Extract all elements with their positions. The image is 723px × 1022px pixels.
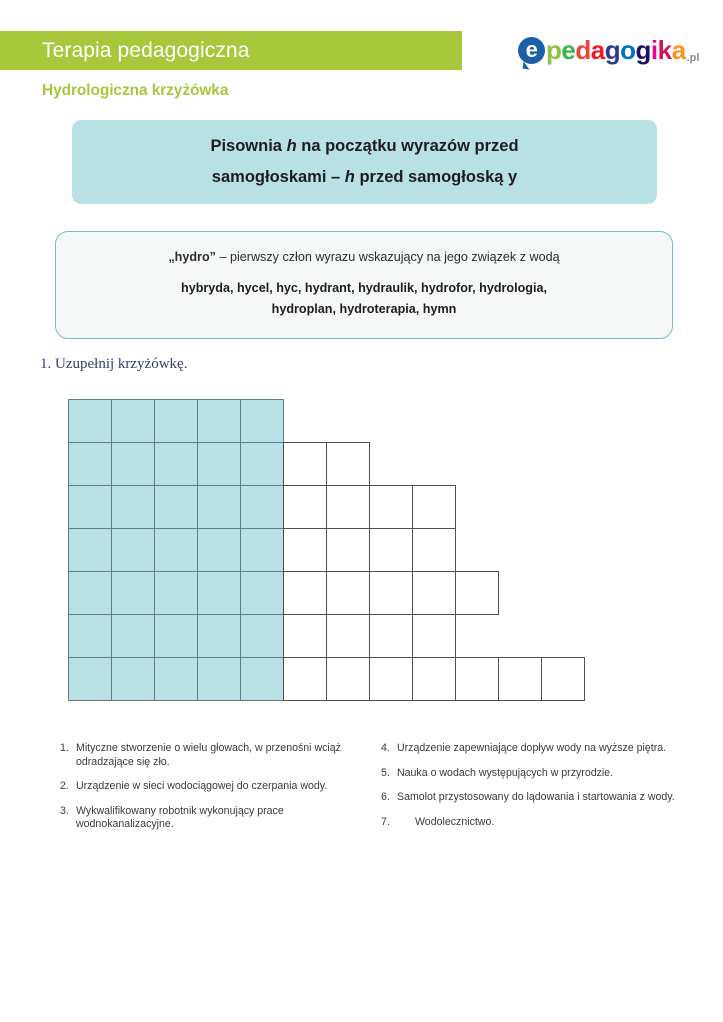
crossword-cell-shaded[interactable] (111, 528, 155, 572)
logo-e-mark: e (518, 37, 545, 64)
logo-tld: .pl (686, 52, 700, 64)
crossword-cell-shaded[interactable] (197, 614, 241, 658)
crossword-cell-shaded[interactable] (240, 485, 284, 529)
logo-wordmark (546, 35, 686, 66)
crossword-cell-shaded[interactable] (154, 485, 198, 529)
hydro-definition-rest: – pierwszy człon wyrazu wskazujący na jego związek z wodą (215, 250, 560, 264)
crossword-row (68, 614, 584, 658)
clue-number: 6. (381, 791, 390, 804)
crossword-cell[interactable] (283, 485, 327, 529)
crossword-cell-shaded[interactable] (154, 571, 198, 615)
hydro-info-box (55, 231, 673, 339)
crossword-cell-shaded[interactable] (111, 399, 155, 443)
title-l1-post: na początku wyrazów przed (296, 137, 519, 155)
crossword-cell[interactable] (541, 657, 585, 701)
crossword-cell[interactable] (283, 614, 327, 658)
crossword-cell-shaded[interactable] (197, 399, 241, 443)
crossword-cell-shaded[interactable] (111, 657, 155, 701)
crossword-cell-shaded[interactable] (68, 399, 112, 443)
logo-letter-0: p (546, 34, 562, 65)
clue-column-left (60, 742, 359, 843)
clue-item (381, 791, 680, 805)
crossword-row (68, 442, 584, 486)
clue-item (60, 742, 359, 769)
hydro-word-list-line-1: hybryda, hycel, hyc, hydrant, hydraulik, hydrofor, hydrologia, (181, 281, 547, 295)
header-banner (0, 31, 462, 70)
crossword-grid[interactable] (68, 399, 584, 700)
crossword-cell-shaded[interactable] (240, 657, 284, 701)
crossword-cell[interactable] (326, 528, 370, 572)
crossword-cell[interactable] (283, 571, 327, 615)
logo-letter-4: g (604, 34, 621, 65)
crossword-cell[interactable] (326, 657, 370, 701)
lesson-title-box (72, 120, 657, 204)
crossword-cell-shaded[interactable] (197, 442, 241, 486)
crossword-cell[interactable] (326, 571, 370, 615)
logo-letter-5: o (620, 34, 636, 65)
crossword-cell[interactable] (283, 528, 327, 572)
clue-number: 3. (60, 804, 69, 817)
logo-letter-7: i (650, 34, 658, 65)
crossword-cell-shaded[interactable] (68, 614, 112, 658)
clue-column-right (381, 742, 680, 843)
hydro-keyword: „hydro” (168, 250, 216, 264)
clue-text: Mityczne stworzenie o wielu głowach, w przenośni wciąż odradzające się zło. (76, 742, 341, 768)
crossword-cell-shaded[interactable] (240, 614, 284, 658)
crossword-cell[interactable] (369, 528, 413, 572)
crossword-cell[interactable] (455, 571, 499, 615)
crossword-cell[interactable] (326, 485, 370, 529)
logo-letter-9: a (671, 34, 686, 65)
crossword-row (68, 528, 584, 572)
crossword-cell-shaded[interactable] (68, 528, 112, 572)
crossword-cell[interactable] (455, 657, 499, 701)
clue-number: 1. (60, 742, 69, 754)
hydro-definition (168, 250, 559, 264)
lesson-title-line-1 (210, 131, 518, 162)
hydro-word-list-line-2: hydroplan, hydroterapia, hymn (271, 302, 457, 316)
crossword-cell-shaded[interactable] (154, 442, 198, 486)
logo-letter-8: k (657, 34, 672, 65)
crossword-cell-shaded[interactable] (197, 571, 241, 615)
logo-letter-3: a (590, 34, 605, 65)
clue-list (60, 742, 680, 843)
title-l2-post: przed samogłoską y (354, 168, 518, 186)
clue-item (381, 767, 680, 781)
crossword-cell-shaded[interactable] (154, 399, 198, 443)
crossword-row (68, 485, 584, 529)
crossword-cell[interactable] (369, 571, 413, 615)
crossword-cell-shaded[interactable] (111, 571, 155, 615)
crossword-cell[interactable] (369, 485, 413, 529)
crossword-cell-shaded[interactable] (154, 528, 198, 572)
logo-letter-6: g (635, 34, 651, 65)
crossword-cell[interactable] (412, 657, 456, 701)
crossword-cell-shaded[interactable] (197, 485, 241, 529)
crossword-cell[interactable] (326, 614, 370, 658)
clue-number: 7. (381, 815, 390, 828)
clue-text: Samolot przystosowany do lądowania i startowania z wody. (397, 791, 675, 804)
clue-text: Urządzenie w sieci wodociągowej do czerpania wody. (76, 780, 328, 793)
crossword-cell[interactable] (369, 614, 413, 658)
crossword-cell[interactable] (412, 571, 456, 615)
epedagogika-logo (518, 33, 699, 67)
crossword-cell-shaded[interactable] (111, 614, 155, 658)
crossword-cell-shaded[interactable] (197, 528, 241, 572)
crossword-cell[interactable] (283, 442, 327, 486)
crossword-cell-shaded[interactable] (68, 485, 112, 529)
crossword-cell[interactable] (412, 485, 456, 529)
logo-letter-1: e (561, 34, 576, 65)
crossword-cell-shaded[interactable] (111, 485, 155, 529)
clue-item (381, 816, 680, 830)
crossword-cell-shaded[interactable] (111, 442, 155, 486)
lesson-title-line-2 (212, 162, 517, 193)
clue-text: Wykwalifikowany robotnik wykonujący prace wodnokanalizacyjne. (76, 804, 284, 831)
clue-item (60, 780, 359, 794)
crossword-row (68, 657, 584, 701)
crossword-cell[interactable] (369, 657, 413, 701)
crossword-cell-shaded[interactable] (68, 442, 112, 486)
header-banner-title: Terapia pedagogiczna (42, 38, 250, 62)
crossword-cell-shaded[interactable] (154, 614, 198, 658)
crossword-cell[interactable] (412, 614, 456, 658)
clue-number: 2. (60, 780, 69, 793)
crossword-row (68, 571, 584, 615)
crossword-cell-shaded[interactable] (197, 657, 241, 701)
title-l2-pre: samogłoskami – (211, 168, 345, 186)
crossword-cell[interactable] (498, 657, 542, 701)
crossword-cell-shaded[interactable] (240, 528, 284, 572)
page-subheading: Hydrologiczna krzyżówka (42, 82, 229, 99)
clue-number: 5. (381, 766, 390, 779)
clue-text: Wodolecznictwo. (415, 815, 495, 828)
crossword-cell[interactable] (412, 528, 456, 572)
crossword-cell-shaded[interactable] (68, 657, 112, 701)
clue-text: Urządzenie zapewniające dopływ wody na wyższe piętra. (397, 742, 667, 754)
crossword-cell-shaded[interactable] (240, 399, 284, 443)
clue-number: 4. (381, 742, 390, 754)
hydro-word-list (181, 278, 547, 320)
clue-item (381, 742, 680, 756)
title-l1-italic: h (286, 137, 297, 155)
crossword-cell-shaded[interactable] (68, 571, 112, 615)
title-l2-italic: h (344, 168, 355, 186)
crossword-cell-shaded[interactable] (154, 657, 198, 701)
logo-letter-2: d (575, 34, 591, 65)
task-instruction: 1. Uzupełnij krzyżówkę. (40, 356, 188, 372)
crossword-cell-shaded[interactable] (240, 571, 284, 615)
crossword-cell-shaded[interactable] (240, 442, 284, 486)
crossword-cell[interactable] (283, 657, 327, 701)
title-l1-pre: Pisownia (210, 137, 287, 155)
clue-item (60, 805, 359, 832)
clue-text: Nauka o wodach występujących w przyrodzie. (397, 766, 614, 779)
crossword-row (68, 399, 584, 443)
crossword-cell[interactable] (326, 442, 370, 486)
